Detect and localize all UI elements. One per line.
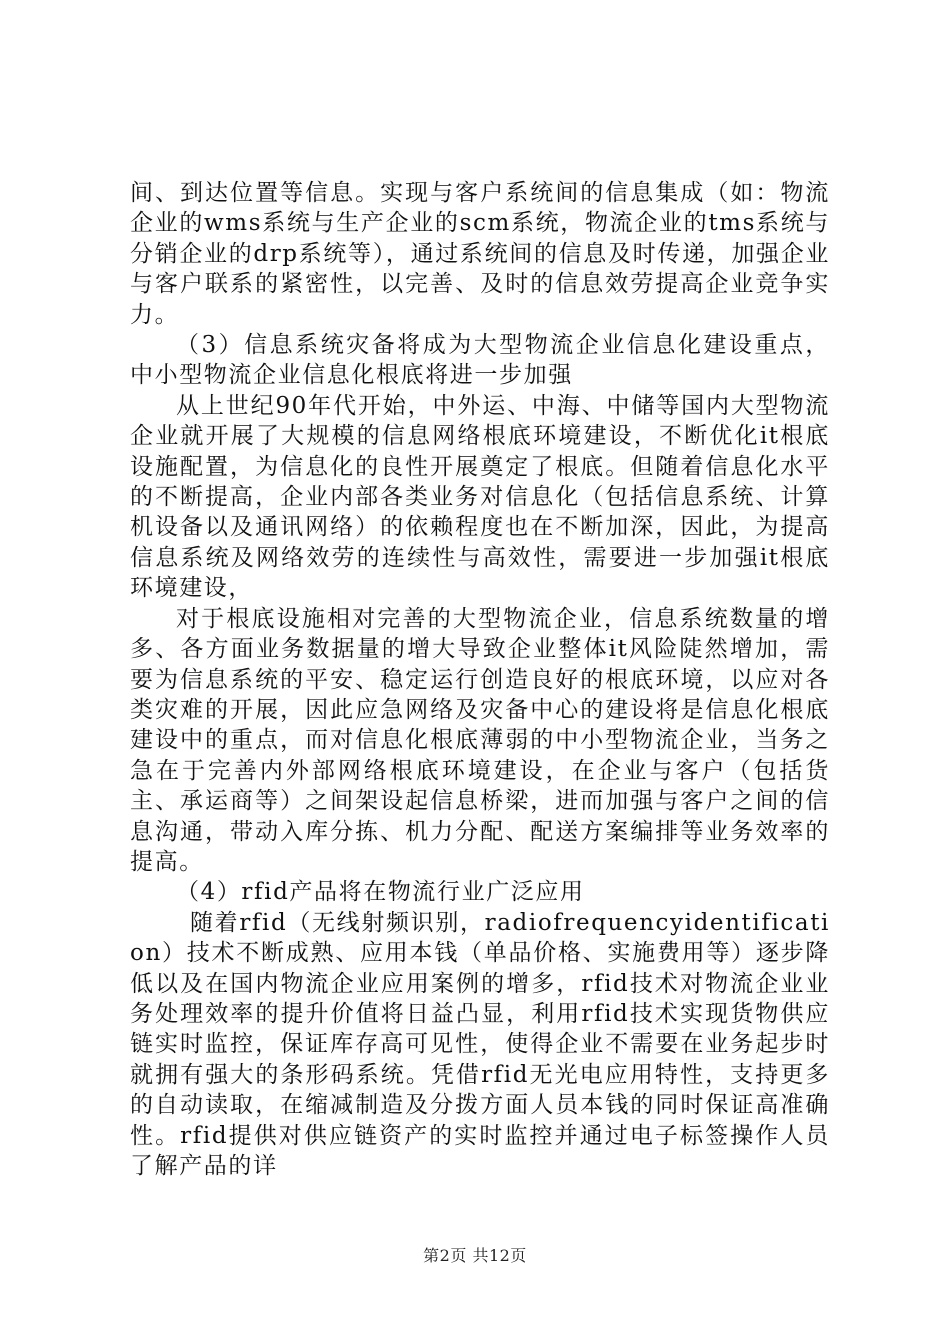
- page-number-footer: 第2页 共12页: [423, 1246, 527, 1265]
- paragraph-heading-3: （3）信息系统灾备将成为大型物流企业信息化建设重点，中小型物流企业信息化根底将进一步加强: [130, 332, 830, 389]
- paragraph-body: 随着rfid（无线射频识别，radiofrequencyidentification）技术不断成熟、应用本钱（单品价格、实施费用等）逐步降低以及在国内物流企业应用案例的增多，rfid技术对物流企业业务处理效率的提升价值将日益凸显，利用rfid技术实现货物供应链实时监控，保证库存高可见性，使得企业不需要在业务起步时就拥有强大的条形码系统。凭借rfid无光电应用特性，支持更多的自动读取，在缩减制造及分拨方面人员本钱的同时保证高准确性。rfid提供对供应链资产的实时监控并通过电子标签操作人员了解产品的详: [130, 909, 830, 1179]
- paragraph-body: 对于根底设施相对完善的大型物流企业，信息系统数量的增多、各方面业务数据量的增大导致企业整体it风险陡然增加，需要为信息系统的平安、稳定运行创造良好的根底环境，以应对各类灾难的开展，因此应急网络及灾备中心的建设将是信息化根底建设中的重点，而对信息化根底薄弱的中小型物流企业，当务之急在于完善内外部网络根底环境建设，在企业与客户（包括货主、承运商等）之间架设起信息桥梁，进而加强与客户之间的信息沟通，带动入库分拣、机力分配、配送方案编排等业务效率的提高。: [130, 605, 830, 875]
- document-body: [130, 178, 830, 1181]
- paragraph-continuation: 间、到达位置等信息。实现与客户系统间的信息集成（如：物流企业的wms系统与生产企业的scm系统，物流企业的tms系统与分销企业的drp系统等），通过系统间的信息及时传递，加强企业与客户联系的紧密性，以完善、及时的信息效劳提高企业竞争实力。: [130, 180, 830, 328]
- paragraph-body: 从上世纪90年代开始，中外运、中海、中储等国内大型物流企业就开展了大规模的信息网络根底环境建设，不断优化it根底设施配置，为信息化的良性开展奠定了根底。但随着信息化水平的不断提高，企业内部各类业务对信息化（包括信息系统、计算机设备以及通讯网络）的依赖程度也在不断加深，因此，为提高信息系统及网络效劳的连续性与高效性，需要进一步加强it根底环境建设，: [130, 392, 830, 602]
- paragraph-heading-4: （4）rfid产品将在物流行业广泛应用: [176, 879, 585, 906]
